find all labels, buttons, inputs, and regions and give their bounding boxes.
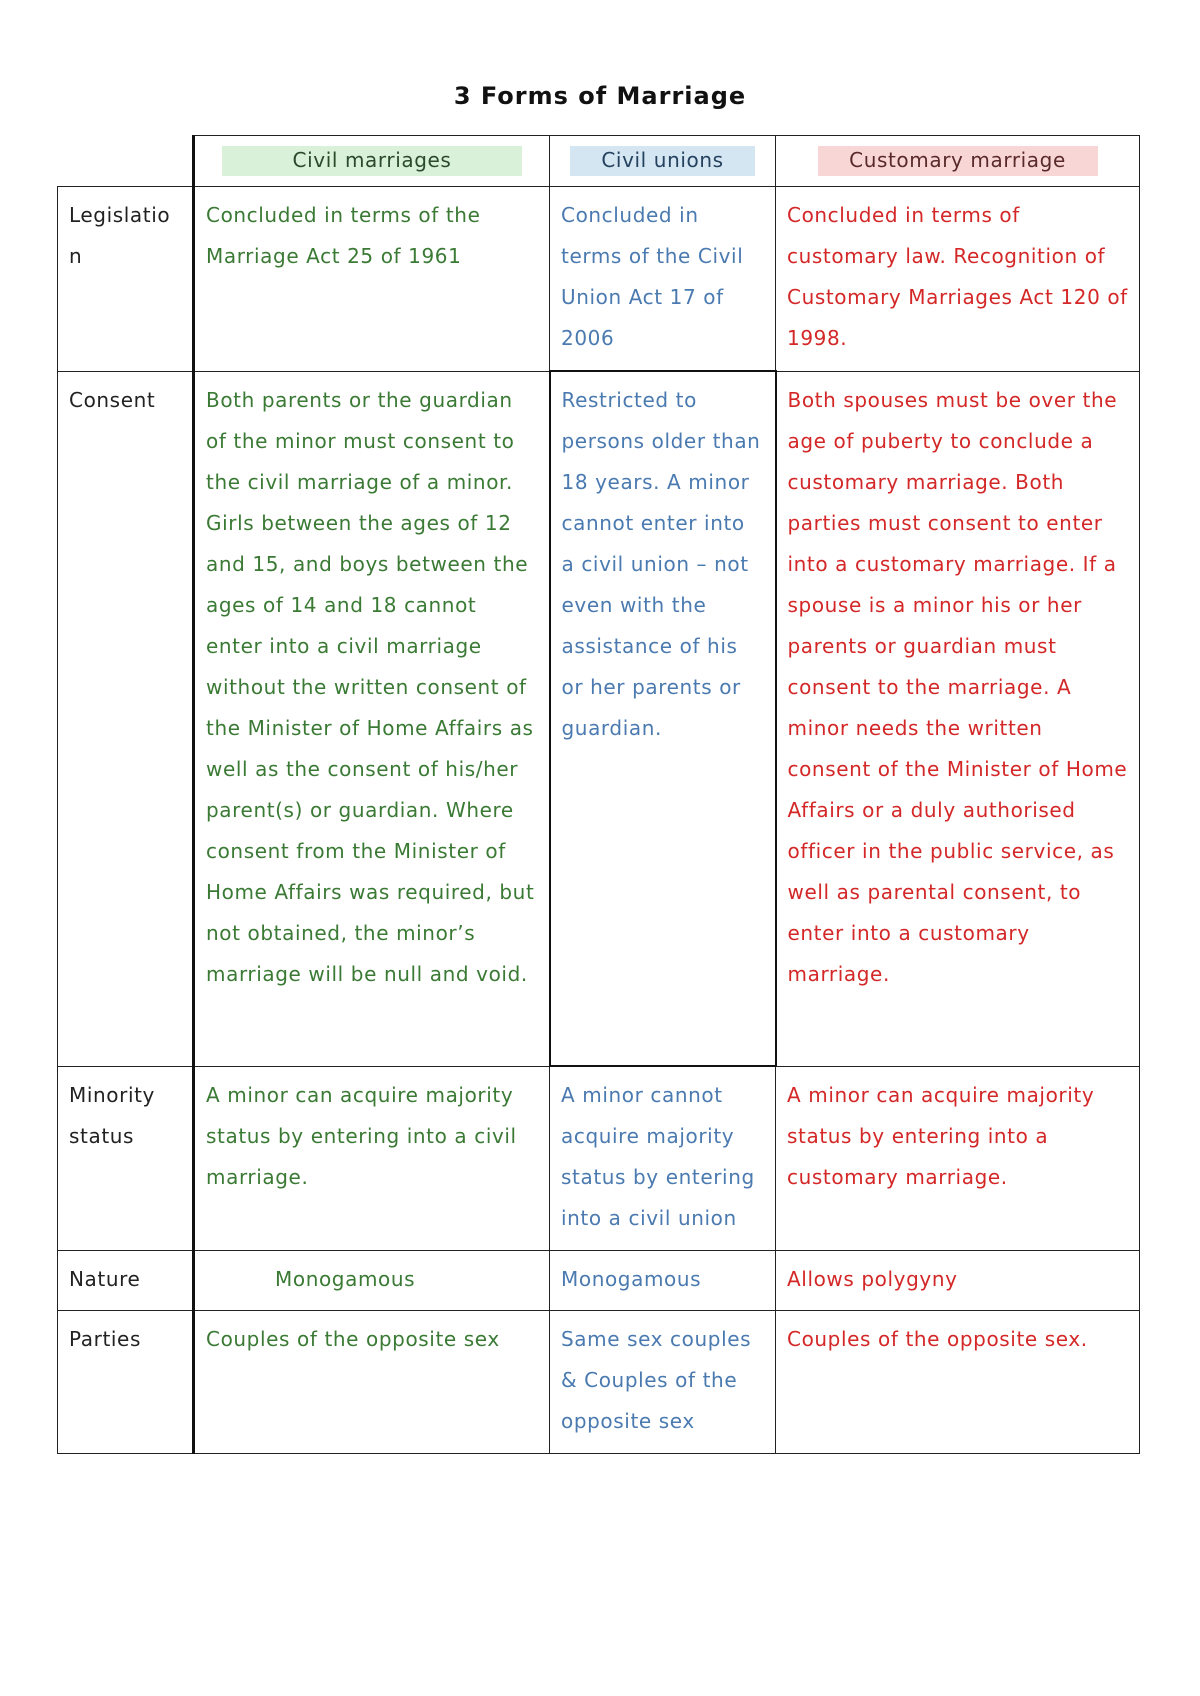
marriage-comparison-table — [57, 135, 1140, 1454]
cell-civil-parties: Couples of the opposite sex — [194, 1311, 550, 1454]
cell-customary-parties: Couples of the opposite sex. — [776, 1311, 1140, 1454]
column-heading-customary-marriage: Customary marriage — [818, 146, 1098, 176]
header-corner-cell — [58, 136, 194, 187]
table-row — [58, 1251, 1140, 1311]
cell-customary-consent: Both spouses must be over the age of puberty to conclude a customary marriage. Both parties must consent to enter into a customary marriage. If a spouse is a minor his or her parents or guardian must consent to the marriage. A minor needs the written consent of the Minister of Home Affairs or a duly authorised officer in the public service, as well as parental consent, to enter into a customary marriage. — [776, 371, 1140, 1066]
cell-union-nature: Monogamous — [550, 1251, 776, 1311]
row-label-parties: Parties — [58, 1311, 194, 1454]
cell-union-minority-status: A minor cannot acquire majority status by entering into a civil union — [550, 1066, 776, 1251]
cell-civil-legislation: Concluded in terms of the Marriage Act 25 of 1961 — [194, 187, 550, 372]
cell-union-consent: Restricted to persons older than 18 years. A minor cannot enter into a civil union – not even with the assistance of his or her parents or guardian. — [550, 371, 776, 1066]
table-row — [58, 371, 1140, 1066]
cell-civil-consent: Both parents or the guardian of the minor must consent to the civil marriage of a minor. Girls between the ages of 12 and 15, and boys between the ages of 14 and 18 cannot enter into a civil marriage without the written consent of the Minister of Home Affairs as well as the consent of his/her parent(s) or guardian. Where consent from the Minister of Home Affairs was required, but not obtained, the minor’s marriage will be null and void. — [194, 371, 550, 1066]
row-label-consent: Consent — [58, 371, 194, 1066]
cell-customary-nature: Allows polygyny — [776, 1251, 1140, 1311]
row-label-nature: Nature — [58, 1251, 194, 1311]
cell-union-parties: Same sex couples & Couples of the opposite sex — [550, 1311, 776, 1454]
table-header-row — [58, 136, 1140, 187]
cell-union-legislation: Concluded in terms of the Civil Union Act 17 of 2006 — [550, 187, 776, 372]
cell-customary-legislation: Concluded in terms of customary law. Recognition of Customary Marriages Act 120 of 1998. — [776, 187, 1140, 372]
table-row — [58, 187, 1140, 372]
cell-civil-minority-status: A minor can acquire majority status by entering into a civil marriage. — [194, 1066, 550, 1251]
table-row — [58, 1066, 1140, 1251]
row-label-minority-status: Minority status — [58, 1066, 194, 1251]
header-customary-marriage — [776, 136, 1140, 187]
column-heading-civil-unions: Civil unions — [570, 146, 755, 176]
column-heading-civil-marriages: Civil marriages — [222, 146, 522, 176]
cell-customary-minority-status: A minor can acquire majority status by entering into a customary marriage. — [776, 1066, 1140, 1251]
header-civil-unions — [550, 136, 776, 187]
header-civil-marriages — [194, 136, 550, 187]
row-label-legislation: Legislation — [58, 187, 194, 372]
page-title: 3 Forms of Marriage — [453, 82, 747, 110]
cell-civil-nature: Monogamous — [194, 1251, 550, 1311]
table-row — [58, 1311, 1140, 1454]
